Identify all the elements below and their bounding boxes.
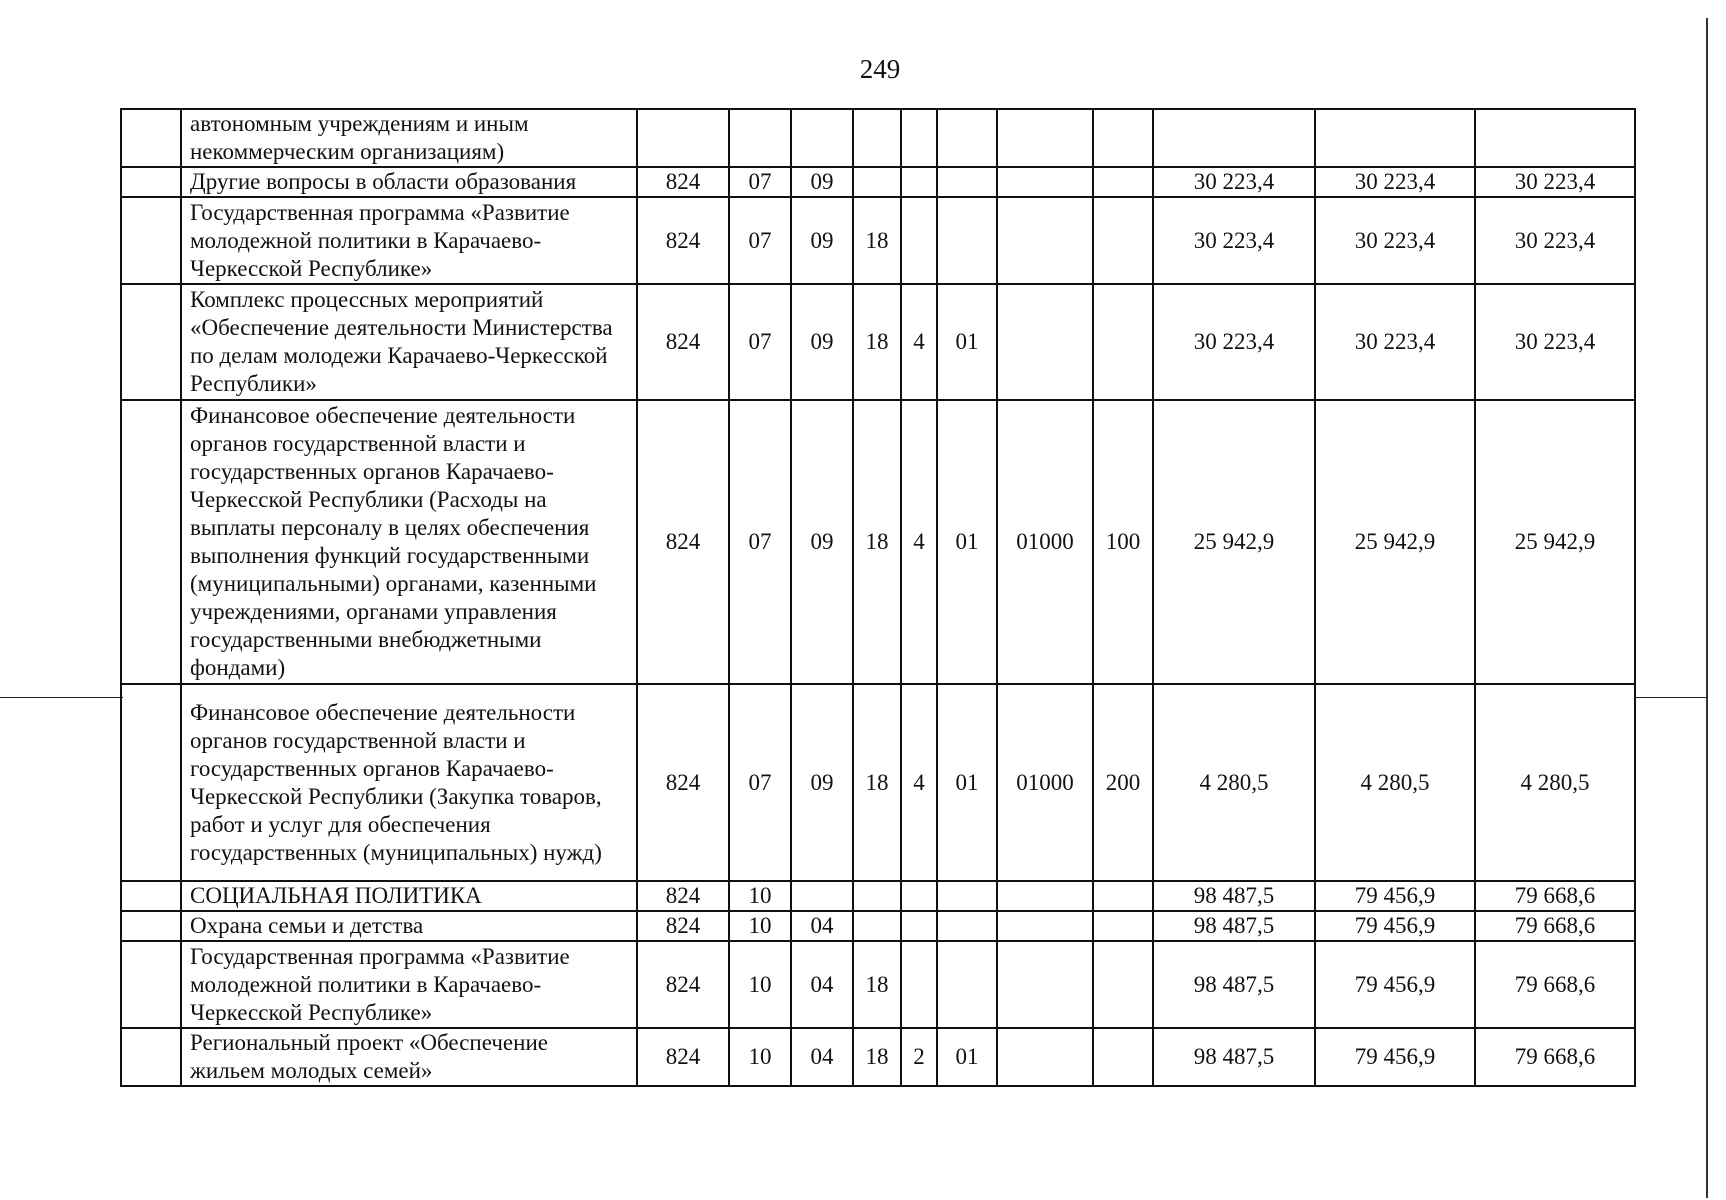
code-direction [997, 1028, 1093, 1086]
code-grbs: 824 [637, 197, 729, 284]
code-section: 07 [729, 400, 791, 684]
code-subsection: 09 [791, 284, 853, 400]
code-direction [997, 109, 1093, 167]
row-margin-cell [121, 109, 181, 167]
row-name: Региональный проект «Обеспечение жильем молодых семей» [181, 1028, 637, 1086]
code-subsection: 04 [791, 1028, 853, 1086]
code-section: 07 [729, 167, 791, 197]
sum-year-3: 30 223,4 [1475, 197, 1635, 284]
code-direction: 01000 [997, 400, 1093, 684]
table-row [121, 684, 1635, 881]
row-margin-cell [121, 941, 181, 1028]
code-subsection: 09 [791, 400, 853, 684]
page-edge-line [1706, 18, 1708, 1198]
sum-year-2: 79 456,9 [1315, 911, 1475, 941]
scan-line-left [0, 697, 123, 698]
code-structure: 01 [937, 400, 997, 684]
sum-year-1: 4 280,5 [1153, 684, 1315, 881]
code-program [853, 911, 901, 941]
sum-year-1: 30 223,4 [1153, 167, 1315, 197]
sum-year-2 [1315, 109, 1475, 167]
code-program: 18 [853, 284, 901, 400]
code-section: 10 [729, 1028, 791, 1086]
row-margin-cell [121, 911, 181, 941]
row-name: Другие вопросы в области образования [181, 167, 637, 197]
code-expense-type [1093, 941, 1153, 1028]
code-structure-type: 2 [901, 1028, 937, 1086]
sum-year-3 [1475, 109, 1635, 167]
code-structure-type [901, 941, 937, 1028]
table-row [121, 881, 1635, 911]
row-name: Финансовое обеспечение деятельности органов государственной власти и государственных органов Карачаево-Черкесской Республики (Расходы на выплаты персоналу в целях обеспечения выполнения функций государственными (муниципальными) органами, казенными учреждениями, органами управления государственными внебюджетными фондами) [181, 400, 637, 684]
table-row [121, 109, 1635, 167]
sum-year-3: 79 668,6 [1475, 1028, 1635, 1086]
scan-line-right [1636, 697, 1706, 698]
code-program: 18 [853, 400, 901, 684]
code-subsection: 04 [791, 941, 853, 1028]
row-margin-cell [121, 684, 181, 881]
table-row [121, 911, 1635, 941]
sum-year-1: 98 487,5 [1153, 881, 1315, 911]
row-name: Финансовое обеспечение деятельности органов государственной власти и государственных органов Карачаево-Черкесской Республики (Закупка товаров, работ и услуг для обеспечения государственных (муниципальных) нужд) [181, 684, 637, 881]
table-row [121, 167, 1635, 197]
code-structure [937, 109, 997, 167]
sum-year-3: 30 223,4 [1475, 284, 1635, 400]
code-grbs: 824 [637, 284, 729, 400]
row-margin-cell [121, 1028, 181, 1086]
table-row [121, 400, 1635, 684]
sum-year-3: 25 942,9 [1475, 400, 1635, 684]
sum-year-3: 30 223,4 [1475, 167, 1635, 197]
table-row [121, 941, 1635, 1028]
code-structure [937, 197, 997, 284]
code-section: 10 [729, 941, 791, 1028]
code-direction [997, 284, 1093, 400]
table-row [121, 1028, 1635, 1086]
code-direction [997, 911, 1093, 941]
code-expense-type: 200 [1093, 684, 1153, 881]
code-grbs: 824 [637, 941, 729, 1028]
budget-table [120, 108, 1636, 1087]
code-structure-type: 4 [901, 284, 937, 400]
code-subsection: 04 [791, 911, 853, 941]
code-program: 18 [853, 684, 901, 881]
code-subsection: 09 [791, 197, 853, 284]
code-program: 18 [853, 1028, 901, 1086]
code-section [729, 109, 791, 167]
row-name: автономным учреждениям и иным некоммерческим организациям) [181, 109, 637, 167]
code-expense-type [1093, 881, 1153, 911]
code-structure-type [901, 197, 937, 284]
sum-year-3: 4 280,5 [1475, 684, 1635, 881]
sum-year-2: 79 456,9 [1315, 941, 1475, 1028]
code-subsection: 09 [791, 167, 853, 197]
sum-year-2: 79 456,9 [1315, 1028, 1475, 1086]
sum-year-1 [1153, 109, 1315, 167]
code-structure: 01 [937, 1028, 997, 1086]
code-direction [997, 197, 1093, 284]
code-subsection: 09 [791, 684, 853, 881]
code-structure [937, 941, 997, 1028]
code-direction [997, 167, 1093, 197]
sum-year-3: 79 668,6 [1475, 941, 1635, 1028]
code-structure: 01 [937, 284, 997, 400]
code-grbs: 824 [637, 684, 729, 881]
code-structure-type: 4 [901, 400, 937, 684]
sum-year-3: 79 668,6 [1475, 881, 1635, 911]
code-section: 07 [729, 684, 791, 881]
code-program: 18 [853, 197, 901, 284]
row-margin-cell [121, 881, 181, 911]
code-expense-type: 100 [1093, 400, 1153, 684]
sum-year-1: 98 487,5 [1153, 911, 1315, 941]
row-name: Комплекс процессных мероприятий «Обеспечение деятельности Министерства по делам молодежи Карачаево-Черкесской Республики» [181, 284, 637, 400]
sum-year-1: 98 487,5 [1153, 1028, 1315, 1086]
page-number: 249 [859, 54, 901, 84]
code-grbs: 824 [637, 167, 729, 197]
code-section: 07 [729, 197, 791, 284]
table-row [121, 197, 1635, 284]
code-grbs: 824 [637, 911, 729, 941]
code-program [853, 881, 901, 911]
code-direction [997, 941, 1093, 1028]
sum-year-2: 30 223,4 [1315, 284, 1475, 400]
code-program [853, 167, 901, 197]
sum-year-2: 30 223,4 [1315, 167, 1475, 197]
row-name: СОЦИАЛЬНАЯ ПОЛИТИКА [181, 881, 637, 911]
code-expense-type [1093, 197, 1153, 284]
code-expense-type [1093, 911, 1153, 941]
code-program: 18 [853, 941, 901, 1028]
row-name: Охрана семьи и детства [181, 911, 637, 941]
row-name: Государственная программа «Развитие молодежной политики в Карачаево-Черкесской Республике» [181, 941, 637, 1028]
code-structure-type [901, 167, 937, 197]
code-section: 07 [729, 284, 791, 400]
code-structure-type: 4 [901, 684, 937, 881]
code-structure-type [901, 881, 937, 911]
code-expense-type [1093, 109, 1153, 167]
sum-year-2: 30 223,4 [1315, 197, 1475, 284]
code-section: 10 [729, 881, 791, 911]
code-subsection [791, 109, 853, 167]
code-grbs: 824 [637, 881, 729, 911]
code-grbs: 824 [637, 1028, 729, 1086]
code-structure [937, 881, 997, 911]
sum-year-3: 79 668,6 [1475, 911, 1635, 941]
sum-year-2: 79 456,9 [1315, 881, 1475, 911]
row-margin-cell [121, 284, 181, 400]
sum-year-2: 4 280,5 [1315, 684, 1475, 881]
code-program [853, 109, 901, 167]
sum-year-1: 30 223,4 [1153, 284, 1315, 400]
row-name: Государственная программа «Развитие молодежной политики в Карачаево-Черкесской Республике» [181, 197, 637, 284]
sum-year-1: 98 487,5 [1153, 941, 1315, 1028]
table-row [121, 284, 1635, 400]
row-margin-cell [121, 167, 181, 197]
code-structure [937, 167, 997, 197]
code-grbs: 824 [637, 400, 729, 684]
sum-year-1: 25 942,9 [1153, 400, 1315, 684]
sum-year-2: 25 942,9 [1315, 400, 1475, 684]
sum-year-1: 30 223,4 [1153, 197, 1315, 284]
code-direction [997, 881, 1093, 911]
code-structure-type [901, 911, 937, 941]
row-margin-cell [121, 400, 181, 684]
code-expense-type [1093, 167, 1153, 197]
code-grbs [637, 109, 729, 167]
code-section: 10 [729, 911, 791, 941]
code-expense-type [1093, 284, 1153, 400]
code-structure: 01 [937, 684, 997, 881]
code-structure-type [901, 109, 937, 167]
code-structure [937, 911, 997, 941]
code-expense-type [1093, 1028, 1153, 1086]
code-subsection [791, 881, 853, 911]
code-direction: 01000 [997, 684, 1093, 881]
row-margin-cell [121, 197, 181, 284]
